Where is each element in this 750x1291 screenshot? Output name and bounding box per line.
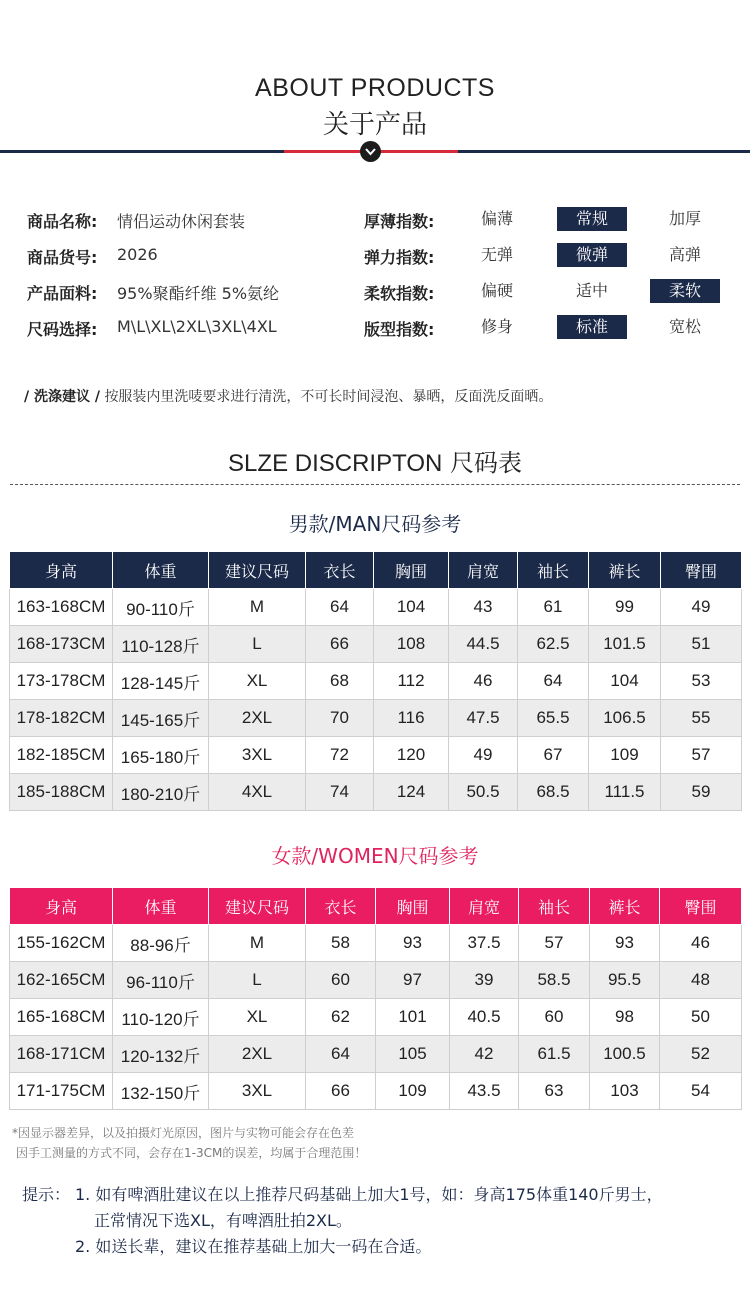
table-cell: XL	[209, 999, 306, 1036]
table-cell: 64	[306, 1036, 376, 1073]
table-cell: 58.5	[519, 962, 590, 999]
table-cell: 63	[519, 1073, 590, 1110]
table-cell: 3XL	[209, 737, 306, 774]
table-row	[10, 999, 742, 1036]
index-label: 版型指数:	[364, 320, 435, 339]
table-cell: 52	[660, 1036, 742, 1073]
table-cell: 180-210斤	[113, 774, 209, 811]
table-cell: 51	[661, 626, 742, 663]
table-cell: 60	[519, 999, 590, 1036]
index-option: 适中	[575, 281, 608, 300]
women-size-table	[9, 887, 742, 1110]
table-cell: 49	[449, 737, 518, 774]
table-cell: 171-175CM	[10, 1073, 113, 1110]
wash-advice	[24, 386, 552, 406]
table-row	[10, 663, 742, 700]
info-label: 产品面料:	[27, 284, 98, 303]
table-cell: 111.5	[589, 774, 661, 811]
size-title-en: SLZE DISCRIPTON	[228, 450, 443, 477]
chevron-down-icon	[360, 141, 381, 162]
table-cell: M	[209, 925, 306, 962]
wash-text: 按服装内里洗唛要求进行清洗，不可长时间浸泡、暴晒，反面洗反面晒。	[104, 389, 553, 405]
table-cell: 106.5	[589, 700, 661, 737]
info-value: 情侣运动休闲套装	[117, 212, 246, 231]
table-cell: 178-182CM	[10, 700, 113, 737]
table-cell: 88-96斤	[113, 925, 209, 962]
column-header: 衣长	[306, 888, 376, 925]
table-cell: 53	[661, 663, 742, 700]
table-row	[10, 925, 742, 962]
table-cell: 120	[374, 737, 449, 774]
table-cell: 182-185CM	[10, 737, 113, 774]
table-cell: 128-145斤	[113, 663, 209, 700]
table-row	[10, 589, 742, 626]
table-cell: 109	[376, 1073, 450, 1110]
column-header: 肩宽	[450, 888, 519, 925]
table-cell: 44.5	[449, 626, 518, 663]
table-cell: 163-168CM	[10, 589, 113, 626]
column-header: 建议尺码	[209, 552, 306, 589]
table-cell: 105	[376, 1036, 450, 1073]
table-cell: 50	[660, 999, 742, 1036]
table-cell: 93	[590, 925, 660, 962]
table-cell: XL	[209, 663, 306, 700]
table-row	[10, 700, 742, 737]
table-cell: 99	[589, 589, 661, 626]
table-cell: 37.5	[450, 925, 519, 962]
column-header: 裤长	[589, 552, 661, 589]
table-header-row	[10, 888, 742, 925]
table-cell: 58	[306, 925, 376, 962]
table-cell: 168-171CM	[10, 1036, 113, 1073]
table-cell: 165-180斤	[113, 737, 209, 774]
tips-prefix: 提示：	[22, 1185, 71, 1204]
table-cell: 100.5	[590, 1036, 660, 1073]
size-chart-title	[0, 443, 750, 478]
men-table-title: 男款/MAN尺码参考	[288, 512, 462, 536]
column-header: 身高	[10, 888, 113, 925]
table-cell: 46	[660, 925, 742, 962]
info-value: M\L\XL\2XL\3XL\4XL	[117, 317, 277, 336]
table-cell: 68	[306, 663, 374, 700]
table-cell: L	[209, 626, 306, 663]
table-cell: 98	[590, 999, 660, 1036]
index-label: 弹力指数:	[364, 248, 435, 267]
table-cell: 101.5	[589, 626, 661, 663]
column-header: 体重	[113, 552, 209, 589]
table-cell: 48	[660, 962, 742, 999]
table-cell: 57	[519, 925, 590, 962]
table-cell: 68.5	[518, 774, 589, 811]
table-cell: 61.5	[519, 1036, 590, 1073]
info-row	[0, 277, 750, 307]
table-cell: 93	[376, 925, 450, 962]
table-cell: 66	[306, 1073, 376, 1110]
table-cell: 40.5	[450, 999, 519, 1036]
table-cell: 103	[590, 1073, 660, 1110]
table-header-row	[10, 552, 742, 589]
column-header: 体重	[113, 888, 209, 925]
table-row	[10, 737, 742, 774]
table-cell: 95.5	[590, 962, 660, 999]
table-cell: L	[209, 962, 306, 999]
table-cell: 110-128斤	[113, 626, 209, 663]
table-cell: 67	[518, 737, 589, 774]
table-cell: 42	[450, 1036, 519, 1073]
index-option: 偏薄	[480, 209, 513, 228]
tip-line-2: 正常情况下选XL，有啤酒肚拍2XL。	[94, 1211, 352, 1230]
info-value: 95%聚酯纤维 5%氨纶	[117, 284, 280, 303]
table-cell: 61	[518, 589, 589, 626]
column-header: 建议尺码	[209, 888, 306, 925]
column-header: 衣长	[306, 552, 374, 589]
index-option-selected: 常规	[557, 207, 627, 231]
index-option: 宽松	[668, 317, 701, 336]
table-cell: 112	[374, 663, 449, 700]
wash-label: / 洗涤建议 /	[24, 389, 100, 405]
table-cell: 173-178CM	[10, 663, 113, 700]
column-header: 胸围	[374, 552, 449, 589]
size-title-cn: 尺码表	[449, 449, 522, 477]
column-header: 裤长	[590, 888, 660, 925]
table-cell: 168-173CM	[10, 626, 113, 663]
column-header: 身高	[10, 552, 113, 589]
table-cell: 97	[376, 962, 450, 999]
title-en: ABOUT PRODUCTS	[255, 74, 495, 102]
table-cell: 124	[374, 774, 449, 811]
table-row	[10, 962, 742, 999]
table-cell: 185-188CM	[10, 774, 113, 811]
table-cell: 90-110斤	[113, 589, 209, 626]
note-color-difference: *因显示器差异，以及拍摄灯光原因，图片与实物可能会存在色差	[12, 1126, 355, 1140]
column-header: 臀围	[661, 552, 742, 589]
info-label: 尺码选择:	[27, 320, 98, 339]
table-cell: 120-132斤	[113, 1036, 209, 1073]
table-cell: 96-110斤	[113, 962, 209, 999]
table-cell: 65.5	[518, 700, 589, 737]
column-header: 臀围	[660, 888, 742, 925]
dashed-divider	[10, 484, 740, 485]
info-row	[0, 241, 750, 271]
index-label: 柔软指数:	[364, 284, 435, 303]
index-label: 厚薄指数:	[364, 212, 435, 231]
product-info	[0, 205, 750, 345]
index-option: 加厚	[668, 209, 701, 228]
index-option: 无弹	[480, 245, 513, 264]
table-cell: 108	[374, 626, 449, 663]
table-row	[10, 1036, 742, 1073]
table-cell: 59	[661, 774, 742, 811]
table-cell: 66	[306, 626, 374, 663]
column-header: 胸围	[376, 888, 450, 925]
table-cell: 132-150斤	[113, 1073, 209, 1110]
table-cell: 109	[589, 737, 661, 774]
table-row	[10, 1073, 742, 1110]
table-cell: 155-162CM	[10, 925, 113, 962]
info-value: 2026	[117, 245, 158, 264]
table-cell: M	[209, 589, 306, 626]
column-header: 肩宽	[449, 552, 518, 589]
table-cell: 47.5	[449, 700, 518, 737]
tip-line-1: 1. 如有啤酒肚建议在以上推荐尺码基础上加大1号，如：身高175体重140斤男士，	[75, 1185, 663, 1204]
table-cell: 104	[589, 663, 661, 700]
index-option: 修身	[480, 317, 513, 336]
table-cell: 72	[306, 737, 374, 774]
info-row	[0, 313, 750, 343]
table-cell: 64	[518, 663, 589, 700]
table-cell: 116	[374, 700, 449, 737]
column-header: 袖长	[519, 888, 590, 925]
table-row	[10, 626, 742, 663]
men-size-table	[9, 551, 742, 811]
info-label: 商品名称:	[27, 212, 98, 231]
info-label: 商品货号:	[27, 248, 98, 267]
table-cell: 57	[661, 737, 742, 774]
table-cell: 64	[306, 589, 374, 626]
table-cell: 110-120斤	[113, 999, 209, 1036]
women-table-title: 女款/WOMEN尺码参考	[271, 844, 479, 868]
table-cell: 162-165CM	[10, 962, 113, 999]
info-row	[0, 205, 750, 235]
header	[0, 0, 750, 175]
table-row	[10, 774, 742, 811]
table-cell: 2XL	[209, 700, 306, 737]
table-cell: 60	[306, 962, 376, 999]
table-cell: 74	[306, 774, 374, 811]
table-cell: 70	[306, 700, 374, 737]
table-cell: 165-168CM	[10, 999, 113, 1036]
index-option-selected: 标准	[557, 315, 627, 339]
index-option-selected: 微弹	[557, 243, 627, 267]
table-cell: 62	[306, 999, 376, 1036]
table-cell: 2XL	[209, 1036, 306, 1073]
tip-line-3: 2. 如送长辈，建议在推荐基础上加大一码在合适。	[75, 1237, 432, 1256]
table-cell: 49	[661, 589, 742, 626]
table-cell: 39	[450, 962, 519, 999]
table-cell: 43	[449, 589, 518, 626]
table-cell: 46	[449, 663, 518, 700]
index-option: 偏硬	[480, 281, 513, 300]
table-cell: 104	[374, 589, 449, 626]
table-cell: 101	[376, 999, 450, 1036]
table-cell: 4XL	[209, 774, 306, 811]
table-cell: 43.5	[450, 1073, 519, 1110]
table-cell: 3XL	[209, 1073, 306, 1110]
index-option: 高弹	[668, 245, 701, 264]
note-measurement: 因手工测量的方式不同，会存在1-3CM的误差，均属于合理范围！	[16, 1146, 367, 1160]
title-cn: 关于产品	[322, 110, 427, 140]
table-cell: 54	[660, 1073, 742, 1110]
table-cell: 50.5	[449, 774, 518, 811]
index-option-selected: 柔软	[650, 279, 720, 303]
table-cell: 55	[661, 700, 742, 737]
table-cell: 145-165斤	[113, 700, 209, 737]
column-header: 袖长	[518, 552, 589, 589]
table-cell: 62.5	[518, 626, 589, 663]
